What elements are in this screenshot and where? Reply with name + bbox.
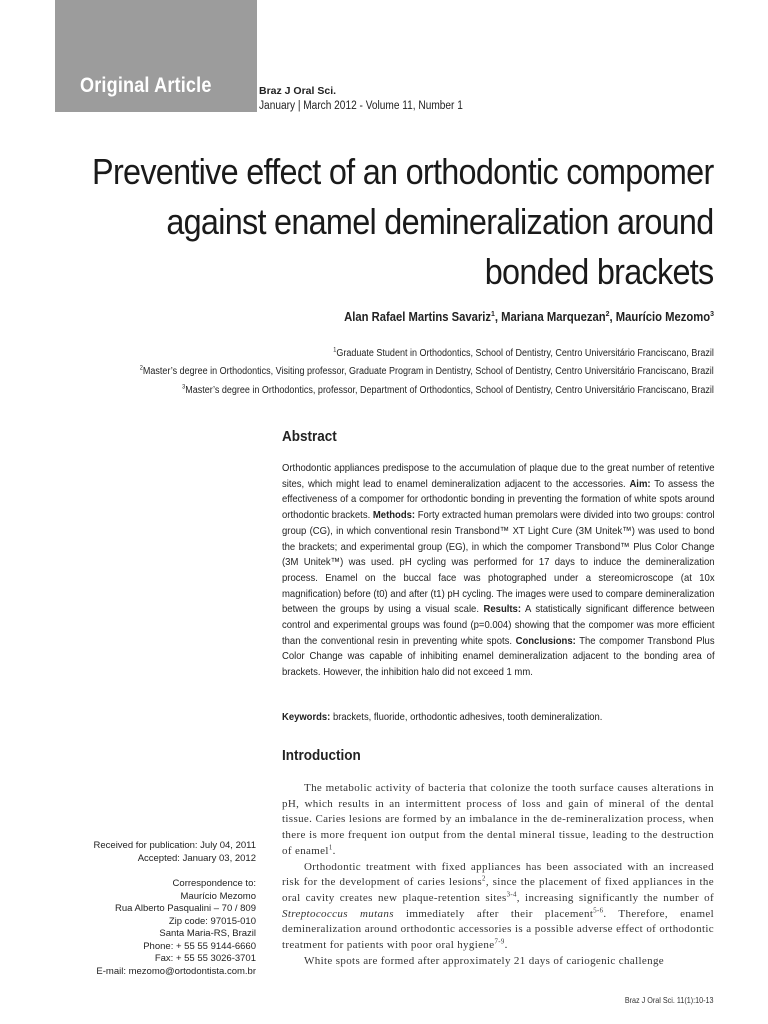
paragraph-text: . Therefore, enamel demineralization around orthodontic accessories is a possible adverse effect of orthodontic treatment for patients with poor oral hygiene: [282, 907, 714, 952]
title-line: bonded brackets: [485, 251, 714, 292]
species-name: Streptococcus mutans: [282, 907, 394, 920]
affiliation-text: Graduate Student in Orthodontics, School of Dentistry, Centro Universitário Franciscano, Brazil: [336, 348, 714, 359]
correspondence-phone: Phone: + 55 55 9144-6660: [143, 940, 256, 952]
author-affil-marker: 1: [491, 308, 495, 318]
author-affil-marker: 3: [710, 308, 714, 318]
author-name: Maurício Mezomo: [615, 310, 711, 324]
keywords: [282, 711, 714, 723]
paragraph-text: Orthodontic treatment with fixed appliances has been associated with an increased risk for the development of caries lesions: [282, 860, 714, 889]
affiliation: [140, 366, 714, 377]
paragraph-text: White spots are formed after approximately 21 days of cariogenic challenge: [304, 954, 665, 967]
paragraph: [282, 954, 714, 970]
citation-marker: 1: [328, 844, 333, 852]
journal-issue: January | March 2012 - Volume 11, Number 1: [259, 100, 463, 112]
paragraph: [282, 860, 714, 954]
correspondence-fax: Fax: + 55 55 3026-3701: [154, 953, 256, 964]
abstract-results: A statistically significant difference between control and experimental groups was found (p=0.004) showing that the compomer was more efficient than the conventional resin in preventing white spots.: [282, 603, 715, 647]
affiliation: [333, 348, 714, 359]
article-title: [93, 147, 714, 297]
paragraph-text: , since the placement of fixed appliances in the oral cavity creates new plaque-retention sites: [282, 876, 714, 904]
journal-name: Braz J Oral Sci.: [259, 85, 337, 97]
affiliation-text: Master’s degree in Orthodontics, Visiting professor, Graduate Program in Dentistry, School of Dentistry, Centro Universitário Franciscano, Brazil: [143, 366, 714, 377]
title-line: against enamel demineralization around: [166, 201, 714, 242]
page-footer: Braz J Oral Sci. 11(1):10-13: [625, 996, 714, 1005]
correspondence-city: Santa Maria-RS, Brazil: [159, 928, 256, 939]
citation-marker: 5-6: [593, 906, 604, 914]
paragraph-text: .: [504, 939, 508, 952]
correspondence-email: E-mail: mezomo@ortodontista.com.br: [96, 965, 256, 977]
paragraph-text: , increasing significantly the number of: [516, 891, 714, 904]
paragraph-text: The metabolic activity of bacteria that colonize the tooth surface causes alterations in pH, which results in an intermittent process of loss and gain of mineral of the dental tissue. Caries lesions are formed by an imbalance in the de-remineralization process, when there is more frequent ion output from the dental mineral tissue, leading to the destruction of enamel: [282, 782, 714, 857]
abstract-heading: Abstract: [282, 428, 337, 445]
abstract-aim: To assess the effectiveness of a compomer for orthodontic bonding in preventing the formation of white spots around orthodontic brackets.: [282, 477, 715, 522]
abstract-conclusions-label: Conclusions:: [515, 634, 576, 647]
affiliation-marker: 3: [182, 383, 186, 391]
citation-marker: 2: [482, 875, 486, 883]
author-affil-marker: 2: [605, 308, 610, 318]
abstract-methods: Forty extracted human premolars were divided into two groups: control group (CG), in which conventional resin Transbond™ XT Light Cure (3M Unitek™) was used to bond the brackets; and experimental group (EG), in which the compomer Transbond™ Plus Color Change (3M Unitek™) was used. pH cycling was performed for 17 days to induce the demineralization process. Enamel on the buccal face was photographed under a stereomicroscope (at 10x magnification) before (t0) and after (t1) pH cycling. The images were used to compare demineralization between the groups by using a visual scale.: [282, 509, 715, 616]
citation-marker: 3-4: [506, 891, 517, 899]
author-name: Mariana Marquezan: [501, 310, 606, 324]
correspondence-name: Maurício Mezomo: [180, 890, 256, 902]
author-name: Alan Rafael Martins Savariz: [344, 310, 492, 324]
citation-marker: 7-9: [494, 938, 505, 946]
affiliation-text: Master’s degree in Orthodontics, professor, Department of Orthodontics, School of Dentistry, Centro Universitário Franciscano, Brazil: [185, 385, 715, 396]
correspondence-label: Correspondence to:: [172, 878, 256, 889]
abstract-intro: Orthodontic appliances predispose to the accumulation of plaque due to the great number of retentive sites, which might lead to enamel demineralization adjacent to the accessories.: [282, 462, 715, 490]
publication-info: [94, 840, 256, 978]
introduction-body: [282, 781, 714, 969]
paragraph-text: .: [332, 844, 336, 857]
keywords-text: brackets, fluoride, orthodontic adhesives, tooth demineralization.: [332, 711, 603, 723]
paragraph-text: immediately after their placement: [405, 907, 594, 920]
abstract-results-label: Results:: [483, 603, 522, 616]
journal-info: [259, 85, 491, 112]
introduction-heading: Introduction: [282, 747, 361, 764]
title-line: Preventive effect of an orthodontic compomer: [92, 151, 714, 192]
affiliation-marker: 2: [139, 364, 144, 372]
keywords-label: Keywords:: [282, 711, 331, 723]
article-type-label: Original Article: [80, 74, 212, 97]
affiliation: [182, 385, 714, 396]
abstract-methods-label: Methods:: [372, 509, 416, 522]
author-list: Alan Rafael Martins Savariz$^1$, Mariana Marquezan$^2$, Maurício Mezomo$^3$: [344, 308, 714, 324]
abstract-conclusions: The compomer Transbond Plus Color Change was capable of inhibiting enamel demineralization adjacent to the bonding area of brackets. However, the inhibition halo did not exceed 1 mm.: [282, 634, 715, 679]
abstract-aim-label: Aim:: [629, 477, 651, 490]
correspondence-zip: Zip code: 97015-010: [168, 915, 256, 927]
received-date: Received for publication: July 04, 2011: [93, 840, 256, 851]
accepted-date: Accepted: January 03, 2012: [137, 852, 256, 864]
paragraph: [282, 781, 714, 860]
affiliation-marker: 1: [333, 346, 337, 354]
abstract-body: [282, 461, 715, 681]
correspondence-street: Rua Alberto Pasqualini – 70 / 809: [114, 903, 256, 914]
